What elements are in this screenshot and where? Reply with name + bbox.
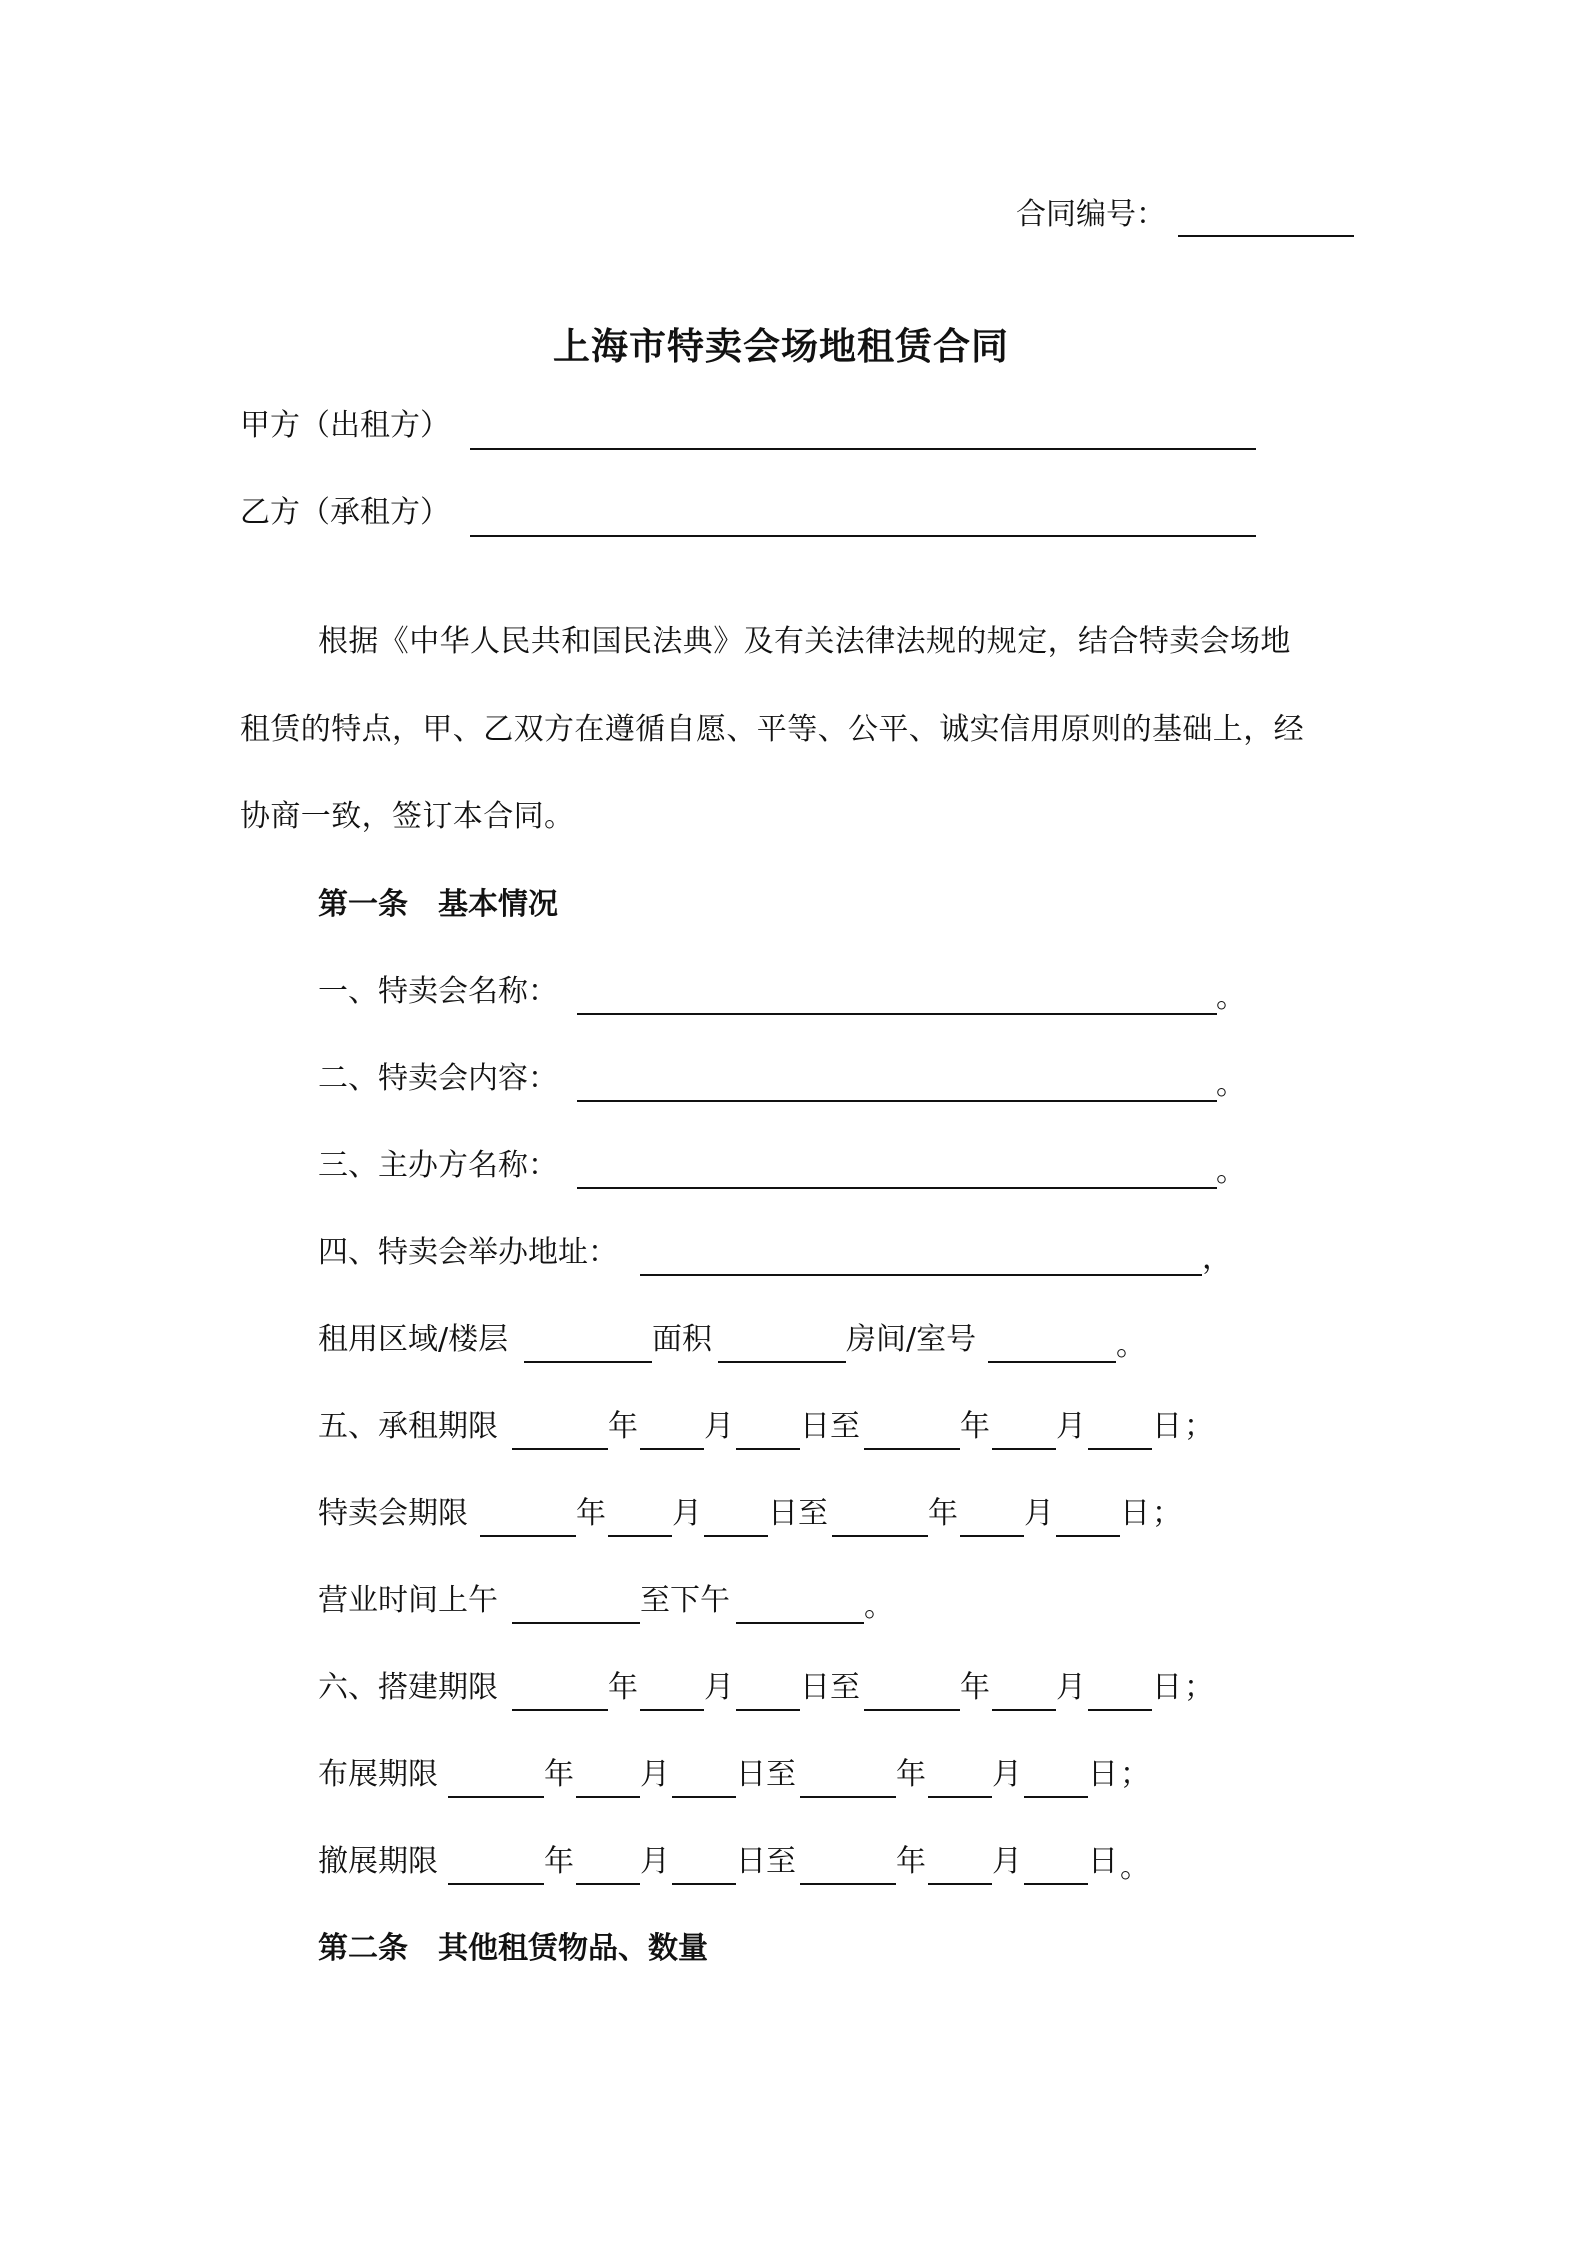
article-1-heading: 第一条 基本情况 bbox=[318, 887, 558, 922]
setup-end-month-field[interactable] bbox=[928, 1796, 992, 1798]
setup-end-month-word: 月 bbox=[992, 1757, 1022, 1792]
setup-start-year-field[interactable] bbox=[448, 1796, 544, 1798]
hours-morning-field[interactable] bbox=[512, 1622, 640, 1624]
hours-period: 。 bbox=[864, 1589, 894, 1624]
sale-end-month-word: 月 bbox=[1024, 1496, 1054, 1531]
setup-end-day-field[interactable] bbox=[1024, 1796, 1088, 1798]
teardown-end-month-field[interactable] bbox=[928, 1883, 992, 1885]
sale-term-semicolon: ； bbox=[1152, 1496, 1182, 1531]
sale-start-month-field[interactable] bbox=[608, 1535, 672, 1537]
teardown-start-month-field[interactable] bbox=[576, 1883, 640, 1885]
setup-start-year-word: 年 bbox=[544, 1757, 574, 1792]
build-start-month-word: 月 bbox=[704, 1670, 734, 1705]
lease-start-year-field[interactable] bbox=[512, 1448, 608, 1450]
organizer-name-period: 。 bbox=[1216, 1154, 1246, 1189]
event-content-field[interactable] bbox=[577, 1100, 1217, 1102]
lease-start-day-field[interactable] bbox=[736, 1448, 800, 1450]
preamble-line-2: 租赁的特点，甲、乙双方在遵循自愿、平等、公平、诚实信用原则的基础上，经 bbox=[240, 712, 1304, 747]
area-floor-label: 租用区域/楼层 bbox=[318, 1322, 509, 1357]
organizer-name-label: 三、主办方名称： bbox=[318, 1148, 558, 1183]
sale-end-day-word: 日 bbox=[1120, 1496, 1150, 1531]
teardown-end-month-word: 月 bbox=[992, 1844, 1022, 1879]
teardown-end-day-word: 日 bbox=[1088, 1844, 1118, 1879]
lease-end-month-word: 月 bbox=[1056, 1409, 1086, 1444]
sale-end-year-word: 年 bbox=[928, 1496, 958, 1531]
organizer-name-field[interactable] bbox=[577, 1187, 1217, 1189]
lease-start-month-word: 月 bbox=[704, 1409, 734, 1444]
party-a-field[interactable] bbox=[470, 448, 1256, 450]
article-2-heading: 第二条 其他租赁物品、数量 bbox=[318, 1931, 708, 1966]
build-start-day-field[interactable] bbox=[736, 1709, 800, 1711]
hours-afternoon-label: 至下午 bbox=[640, 1583, 730, 1618]
build-end-month-word: 月 bbox=[1056, 1670, 1086, 1705]
area-size-field[interactable] bbox=[718, 1361, 846, 1363]
setup-start-day-word: 日至 bbox=[736, 1757, 796, 1792]
build-end-year-word: 年 bbox=[960, 1670, 990, 1705]
sale-end-year-field[interactable] bbox=[832, 1535, 928, 1537]
event-name-label: 一、特卖会名称： bbox=[318, 974, 558, 1009]
build-end-day-field[interactable] bbox=[1088, 1709, 1152, 1711]
lease-end-day-field[interactable] bbox=[1088, 1448, 1152, 1450]
build-start-day-word: 日至 bbox=[800, 1670, 860, 1705]
contract-number-field[interactable] bbox=[1178, 235, 1354, 237]
sale-end-day-field[interactable] bbox=[1056, 1535, 1120, 1537]
event-name-field[interactable] bbox=[577, 1013, 1217, 1015]
setup-end-year-field[interactable] bbox=[800, 1796, 896, 1798]
build-end-year-field[interactable] bbox=[864, 1709, 960, 1711]
build-end-day-word: 日 bbox=[1152, 1670, 1182, 1705]
event-content-label: 二、特卖会内容： bbox=[318, 1061, 558, 1096]
teardown-start-year-word: 年 bbox=[544, 1844, 574, 1879]
setup-start-month-field[interactable] bbox=[576, 1796, 640, 1798]
event-address-label: 四、特卖会举办地址： bbox=[318, 1235, 618, 1270]
lease-end-year-word: 年 bbox=[960, 1409, 990, 1444]
build-end-month-field[interactable] bbox=[992, 1709, 1056, 1711]
lease-start-month-field[interactable] bbox=[640, 1448, 704, 1450]
preamble-line-3: 协商一致，签订本合同。 bbox=[240, 799, 575, 834]
document-title: 上海市特卖会场地租赁合同 bbox=[553, 325, 1009, 368]
room-number-field[interactable] bbox=[988, 1361, 1116, 1363]
preamble-line-1: 根据《中华人民共和国民法典》及有关法律法规的规定，结合特卖会场地 bbox=[318, 624, 1291, 659]
lease-term-label: 五、承租期限 bbox=[318, 1409, 498, 1444]
sale-start-day-word: 日至 bbox=[768, 1496, 828, 1531]
setup-start-month-word: 月 bbox=[640, 1757, 670, 1792]
sale-start-day-field[interactable] bbox=[704, 1535, 768, 1537]
lease-start-year-word: 年 bbox=[608, 1409, 638, 1444]
hours-afternoon-field[interactable] bbox=[736, 1622, 864, 1624]
hours-morning-label: 营业时间上午 bbox=[318, 1583, 498, 1618]
setup-start-day-field[interactable] bbox=[672, 1796, 736, 1798]
lease-start-day-word: 日至 bbox=[800, 1409, 860, 1444]
event-address-comma: ， bbox=[1202, 1241, 1232, 1276]
build-start-month-field[interactable] bbox=[640, 1709, 704, 1711]
lease-end-year-field[interactable] bbox=[864, 1448, 960, 1450]
party-b-label: 乙方（承租方） bbox=[240, 495, 450, 530]
lease-end-day-word: 日 bbox=[1152, 1409, 1182, 1444]
party-b-field[interactable] bbox=[470, 535, 1256, 537]
sale-start-year-field[interactable] bbox=[480, 1535, 576, 1537]
sale-start-year-word: 年 bbox=[576, 1496, 606, 1531]
build-term-label: 六、搭建期限 bbox=[318, 1670, 498, 1705]
setup-term-label: 布展期限 bbox=[318, 1757, 438, 1792]
area-size-label: 面积 bbox=[652, 1322, 712, 1357]
build-start-year-field[interactable] bbox=[512, 1709, 608, 1711]
teardown-start-day-word: 日至 bbox=[736, 1844, 796, 1879]
setup-end-day-word: 日 bbox=[1088, 1757, 1118, 1792]
party-a-label: 甲方（出租方） bbox=[240, 408, 450, 443]
teardown-start-year-field[interactable] bbox=[448, 1883, 544, 1885]
teardown-end-day-field[interactable] bbox=[1024, 1883, 1088, 1885]
setup-end-year-word: 年 bbox=[896, 1757, 926, 1792]
event-address-field[interactable] bbox=[640, 1274, 1202, 1276]
area-floor-field[interactable] bbox=[524, 1361, 652, 1363]
lease-term-semicolon: ； bbox=[1184, 1409, 1214, 1444]
teardown-start-day-field[interactable] bbox=[672, 1883, 736, 1885]
room-number-label: 房间/室号 bbox=[846, 1322, 977, 1357]
event-content-period: 。 bbox=[1216, 1067, 1246, 1102]
sale-term-label: 特卖会期限 bbox=[318, 1496, 468, 1531]
teardown-term-label: 撤展期限 bbox=[318, 1844, 438, 1879]
sale-start-month-word: 月 bbox=[672, 1496, 702, 1531]
lease-end-month-field[interactable] bbox=[992, 1448, 1056, 1450]
teardown-start-month-word: 月 bbox=[640, 1844, 670, 1879]
teardown-term-period: 。 bbox=[1120, 1850, 1150, 1885]
build-term-semicolon: ； bbox=[1184, 1670, 1214, 1705]
area-line-period: 。 bbox=[1116, 1328, 1146, 1363]
teardown-end-year-word: 年 bbox=[896, 1844, 926, 1879]
setup-term-semicolon: ； bbox=[1120, 1757, 1150, 1792]
teardown-end-year-field[interactable] bbox=[800, 1883, 896, 1885]
build-start-year-word: 年 bbox=[608, 1670, 638, 1705]
contract-number-label: 合同编号： bbox=[1016, 197, 1166, 232]
sale-end-month-field[interactable] bbox=[960, 1535, 1024, 1537]
event-name-period: 。 bbox=[1216, 980, 1246, 1015]
